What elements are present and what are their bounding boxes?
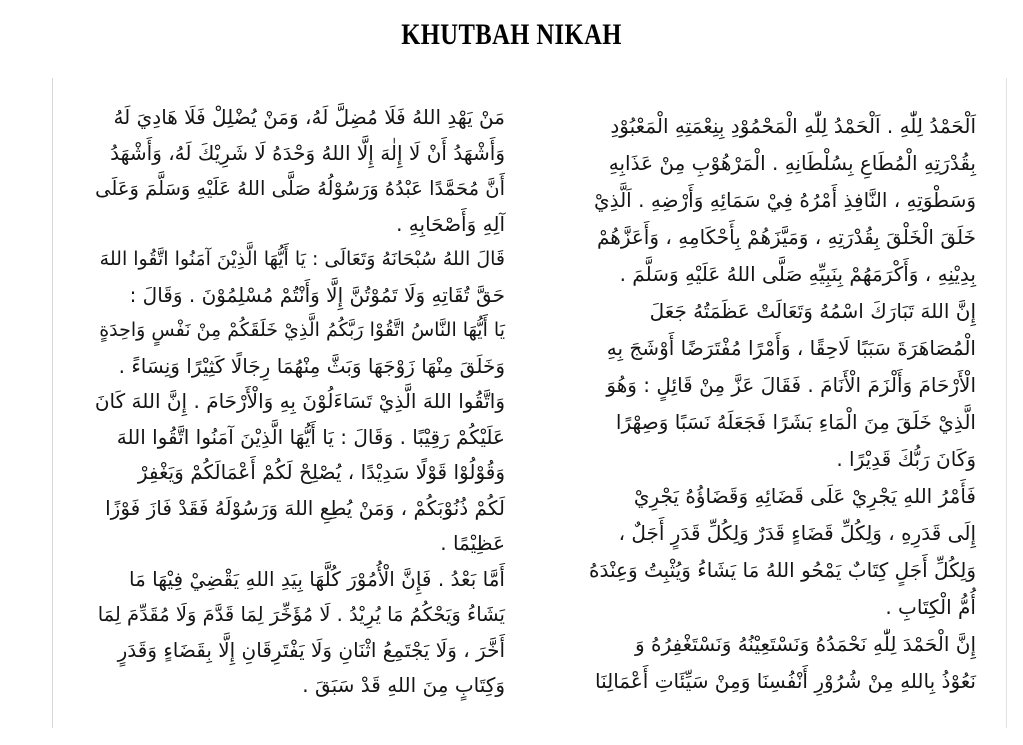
text-line: الْأَرْحَامَ وَأَلْزَمَ الْأَنَامَ . فَقَالَ عَزَّ مِنْ قَائِلٍ : وَهُوَ (606, 373, 976, 397)
text-line: فَأَمْرُ اللهِ يَجْرِيْ عَلَى قَضَائِهِ وَقَضَاؤُهُ يَجْرِيْ (633, 484, 976, 508)
text-line: آلِهِ وَأَصْحَابِهِ . (396, 211, 505, 236)
text-line: وَخَلَقَ مِنْهَا زَوْجَهَا وَبَثَّ مِنْهُمَا رِجَالًا كَثِيْرًا وَنِسَاءً . (118, 353, 505, 378)
text-line: وَأَشْهَدُ أَنْ لَا إِلٰهَ إِلَّا اللهُ وَحْدَهُ لَا شَرِيْكَ لَهُ، وَأَشْهَدُ (110, 140, 505, 165)
text-line: يَا أَيُّهَا النَّاسُ اتَّقُوْا رَبَّكُمُ الَّذِيْ خَلَقَكُمْ مِنْ نَفْسٍ وَاحِدَةٍ (99, 319, 505, 341)
text-line: نَعُوْذُ بِاللهِ مِنْ شُرُوْرِ أَنْفُسِنَا وَمِنْ سَيِّئَاتِ أَعْمَالِنَا (594, 669, 976, 693)
page-title: KHUTBAH NIKAH (401, 18, 622, 51)
text-line: أَمَّا بَعْدُ . فَإِنَّ الْأُمُوْرَ كُلَّهَا بِيَدِ اللهِ يَقْضِيْ فِيْهَا مَا (129, 566, 505, 591)
text-line: إِنَّ اللهَ تَبَارَكَ اسْمُهُ وَتَعَالَتْ عَظَمَتُهُ جَعَلَ (649, 299, 976, 323)
text-line: أَخَّرَ ، وَلَا يَجْتَمِعُ اثْنَانِ وَلَا يَفْتَرِقَانِ إِلَّا بِقَضَاءٍ وَقَدَرٍ (117, 637, 505, 662)
text-line: عَلَيْكُمْ رَقِيْبًا . وَقَالَ : يَا أَيُّهَا الَّذِيْنَ آمَنُوا اتَّقُوا اللهَ (116, 424, 505, 449)
text-line: إِنَّ الْحَمْدَ لِلّٰهِ نَحْمَدُهُ وَنَسْتَعِيْنُهُ وَنَسْتَغْفِرُهُ وَ (634, 632, 976, 656)
text-line: الْمُصَاهَرَةَ سَبَبًا لَاحِقًا ، وَأَمْرًا مُفْتَرَضًا أَوْشَجَ بِهِ (606, 336, 976, 360)
text-line: مَنْ يَهْدِ اللهُ فَلَا مُضِلَّ لَهُ، وَمَنْ يُضْلِلْ فَلَا هَادِيَ لَهُ (113, 105, 505, 129)
text-line: أَنَّ مُحَمَّدًا عَبْدُهُ وَرَسُوْلُهُ صَلَّى اللهُ عَلَيْهِ وَسَلَّمَ وَعَلَى (95, 177, 505, 200)
text-line: حَقَّ تُقَاتِهِ وَلَا تَمُوْتُنَّ إِلَّا وَأَنْتُمْ مُسْلِمُوْنَ . وَقَالَ : (129, 282, 505, 307)
text-line: لَكُمْ ذُنُوْبَكُمْ ، وَمَنْ يُطِعِ اللهَ وَرَسُوْلَهُ فَقَدْ فَازَ فَوْزًا (105, 495, 505, 520)
text-line: وَكِتَابٍ مِنَ اللهِ قَدْ سَبَقَ . (302, 673, 505, 697)
text-line: عَظِيْمًا . (440, 531, 505, 555)
text-line: بِقُدْرَتِهِ الْمُطَاعِ بِسُلْطَانِهِ . الْمَرْهُوْبِ مِنْ عَذَابِهِ (608, 151, 976, 175)
text-line: وَقُوْلُوْا قَوْلًا سَدِيْدًا ، يُصْلِحْ لَكُمْ أَعْمَالَكُمْ وَيَغْفِرْ (137, 460, 505, 484)
text-line: يَشَاءُ وَيَحْكُمُ مَا يُرِيْدُ . لَا مُؤَخِّرَ لِمَا قَدَّمَ وَلَا مُقَدِّمَ لِمَا (97, 603, 505, 626)
text-line: وَاتَّقُوا اللهَ الَّذِيْ تَسَاءَلُوْنَ بِهِ وَالْأَرْحَامَ . إِنَّ اللهَ كَانَ (94, 389, 505, 413)
text-line: الَّذِيْ خَلَقَ مِنَ الْمَاءِ بَشَرًا فَجَعَلَهُ نَسَبًا وَصِهْرًا (615, 410, 976, 434)
left-page-text (93, 100, 505, 704)
text-line: خَلَقَ الْخَلْقَ بِقُدْرَتِهِ ، وَمَيَّزَهُمْ بِأَحْكَامِهِ ، وَأَعَزَّهُمْ (596, 225, 976, 249)
text-line: أُمُّ الْكِتَابِ . (885, 595, 976, 619)
text-line: اَلْحَمْدُ لِلّٰهِ . اَلْحَمْدُ لِلّٰهِ الْمَحْمُوْدِ بِنِعْمَتِهِ الْمَعْبُوْدِ (610, 114, 976, 138)
text-line: إِلَى قَدَرِهِ ، وَلِكُلِّ قَضَاءٍ قَدَرٌ وَلِكُلِّ قَدَرٍ أَجَلٌ ، (618, 521, 976, 545)
text-line: وَلِكُلِّ أَجَلٍ كِتَابٌ يَمْحُو اللهُ مَا يَشَاءُ وَيُثْبِتُ وَعِنْدَهُ (589, 558, 976, 582)
text-line: وَسَطْوَتِهِ ، النَّافِذِ أَمْرُهُ فِيْ سَمَائِهِ وَأَرْضِهِ . اَلَّذِيْ (593, 188, 976, 212)
text-line: وَكَانَ رَبُّكَ قَدِيْرًا . (836, 447, 976, 471)
text-line: قَالَ اللهُ سُبْحَانَهُ وَتَعَالَى : يَا أَيُّهَا الَّذِيْنَ آمَنُوا اتَّقُوا اللهَ (99, 248, 505, 270)
right-page-text (566, 108, 976, 700)
text-line: بِدِيْنِهِ ، وَأَكْرَمَهُمْ بِنَبِيِّهِ صَلَّى اللهُ عَلَيْهِ وَسَلَّمَ . (619, 262, 976, 286)
left-page (52, 78, 523, 728)
right-page (536, 78, 1007, 728)
